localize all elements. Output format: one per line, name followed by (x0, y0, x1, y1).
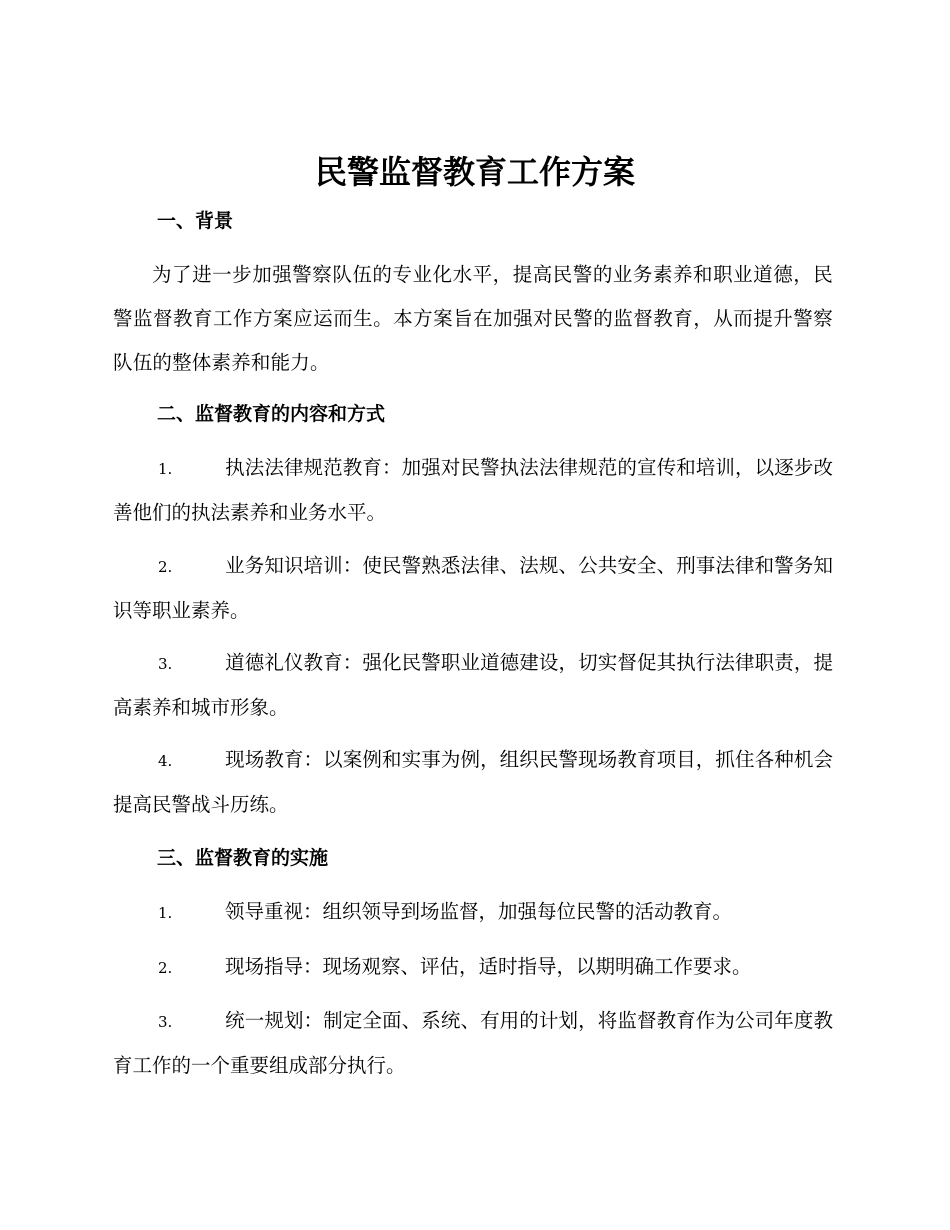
list-item-text: 道德礼仪教育：强化民警职业道德建设，切实督促其执行法律职责，提高素养和城市形象。 (113, 651, 833, 719)
list-item-text: 领导重视：组织领导到场监督，加强每位民警的活动教育。 (225, 900, 733, 923)
list-item-text: 现场指导：现场观察、评估，适时指导，以期明确工作要求。 (225, 955, 752, 978)
list-item-number: 4. (158, 752, 173, 770)
list-item-text: 执法法律规范教育：加强对民警执法法律规范的宣传和培训，以逐步改善他们的执法素养和业务水平。 (113, 456, 833, 524)
section-heading-background: 一、背景 (157, 210, 234, 232)
background-paragraph: 为了进一步加强警察队伍的专业化水平，提高民警的业务素养和职业道德，民警监督教育工作方案应运而生。本方案旨在加强对民警的监督教育，从而提升警察队伍的整体素养和能力。 (113, 263, 833, 374)
document-title: 民警监督教育工作方案 (314, 153, 635, 191)
list-item-number: 3. (158, 655, 173, 673)
list-item-number: 1. (158, 904, 173, 922)
section-heading-content: 二、监督教育的内容和方式 (157, 403, 386, 425)
list-item-text: 统一规划：制定全面、系统、有用的计划，将监督教育作为公司年度教育工作的一个重要组成部分执行。 (113, 1009, 833, 1077)
list-item-number: 1. (158, 460, 173, 478)
list-item (113, 738, 833, 827)
section-heading-implementation: 三、监督教育的实施 (157, 847, 329, 869)
list-item (113, 945, 833, 990)
list-item-text: 现场教育：以案例和实事为例，组织民警现场教育项目，抓住各种机会提高民警战斗历练。 (113, 748, 833, 816)
list-item (113, 999, 833, 1088)
list-item-text: 业务知识培训：使民警熟悉法律、法规、公共安全、刑事法律和警务知识等职业素养。 (113, 554, 833, 622)
list-item (113, 544, 833, 633)
list-item-number: 3. (158, 1013, 173, 1031)
list-item-number: 2. (158, 959, 173, 977)
list-item (113, 641, 833, 730)
list-item (113, 446, 833, 535)
list-item (113, 890, 833, 935)
list-item-number: 2. (158, 558, 173, 576)
